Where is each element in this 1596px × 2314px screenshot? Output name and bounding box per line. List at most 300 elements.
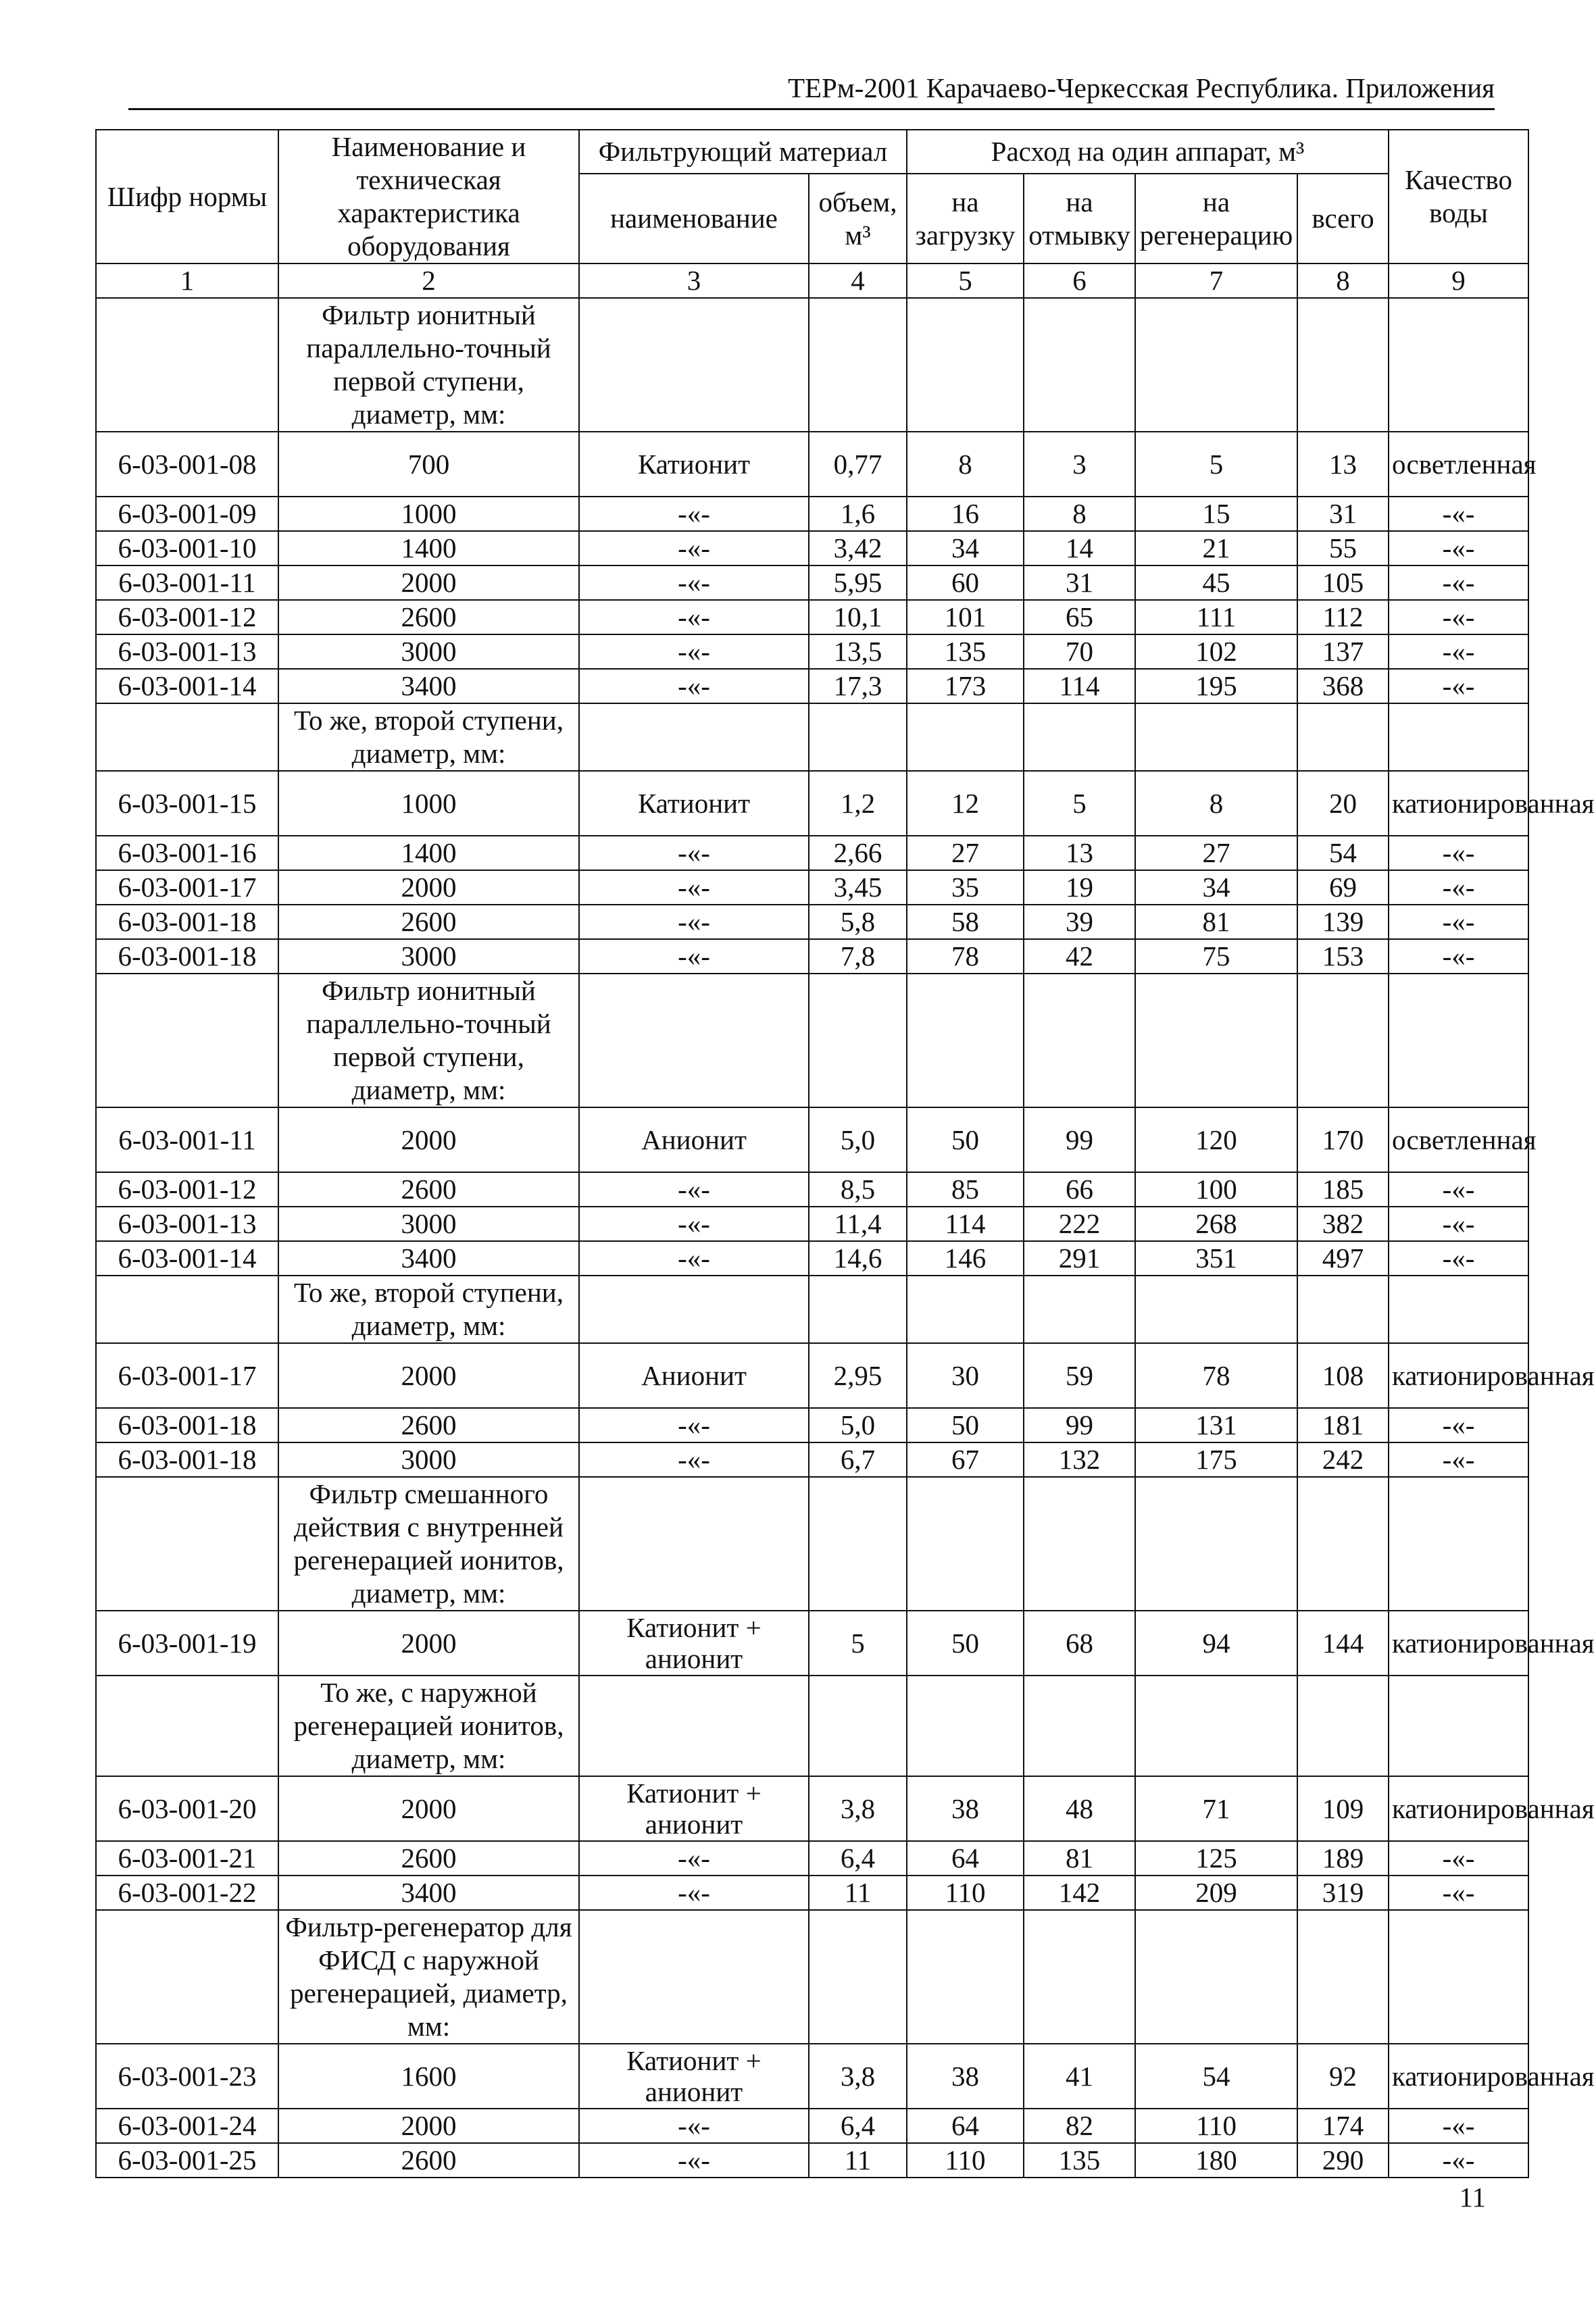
col-header-total: всего — [1297, 174, 1389, 263]
table-row — [96, 905, 1528, 939]
empty-cell — [1135, 974, 1297, 1107]
row-volume: 3,45 — [809, 870, 907, 905]
row-wash: 70 — [1024, 634, 1135, 669]
empty-cell — [96, 298, 278, 432]
table-row — [96, 669, 1528, 703]
row-diameter: 2000 — [278, 1611, 579, 1676]
row-material: -«- — [579, 2143, 809, 2178]
row-quality: катионированная — [1389, 2044, 1528, 2109]
col-header-volume: объем, м³ — [809, 174, 907, 263]
row-material: -«- — [579, 1207, 809, 1241]
header-title: ТЕРм-2001 Карачаево-Черкесская Республика. Приложения — [787, 72, 1495, 103]
row-diameter: 2000 — [278, 2109, 579, 2143]
row-diameter: 2600 — [278, 600, 579, 634]
row-wash: 99 — [1024, 1107, 1135, 1172]
empty-cell — [809, 1276, 907, 1343]
table-row — [96, 432, 1528, 497]
row-diameter: 2000 — [278, 1107, 579, 1172]
row-code: 6-03-001-21 — [96, 1841, 278, 1876]
column-number: 6 — [1024, 263, 1135, 298]
row-load: 38 — [907, 2044, 1024, 2109]
row-regen: 209 — [1135, 1876, 1297, 1910]
row-wash: 31 — [1024, 565, 1135, 600]
table-section-row — [96, 703, 1528, 771]
row-material: -«- — [579, 600, 809, 634]
row-material: Анионит — [579, 1107, 809, 1172]
row-volume: 17,3 — [809, 669, 907, 703]
col-header-code: Шифр нормы — [96, 130, 278, 263]
row-diameter: 3400 — [278, 1241, 579, 1276]
row-total: 108 — [1297, 1343, 1389, 1408]
row-code: 6-03-001-18 — [96, 939, 278, 974]
row-total: 185 — [1297, 1172, 1389, 1207]
row-load: 67 — [907, 1442, 1024, 1477]
row-volume: 8,5 — [809, 1172, 907, 1207]
table-row — [96, 1611, 1528, 1676]
empty-cell — [1024, 703, 1135, 771]
row-wash: 41 — [1024, 2044, 1135, 2109]
row-regen: 100 — [1135, 1172, 1297, 1207]
row-wash: 142 — [1024, 1876, 1135, 1910]
row-regen: 71 — [1135, 1776, 1297, 1841]
row-volume: 11 — [809, 2143, 907, 2178]
row-code: 6-03-001-16 — [96, 836, 278, 870]
row-diameter: 1400 — [278, 531, 579, 565]
row-code: 6-03-001-11 — [96, 565, 278, 600]
row-material: -«- — [579, 836, 809, 870]
row-code: 6-03-001-08 — [96, 432, 278, 497]
row-quality: -«- — [1389, 870, 1528, 905]
row-diameter: 2600 — [278, 905, 579, 939]
row-code: 6-03-001-15 — [96, 771, 278, 836]
table-body — [96, 298, 1595, 2178]
row-diameter: 2600 — [278, 2143, 579, 2178]
row-material: Катионит + анионит — [579, 2044, 809, 2109]
row-load: 110 — [907, 2143, 1024, 2178]
empty-cell — [1135, 1676, 1297, 1776]
row-volume: 1,6 — [809, 497, 907, 531]
page-header — [128, 68, 1495, 110]
row-material: Катионит — [579, 771, 809, 836]
row-load: 78 — [907, 939, 1024, 974]
row-wash: 14 — [1024, 531, 1135, 565]
row-load: 101 — [907, 600, 1024, 634]
row-load: 146 — [907, 1241, 1024, 1276]
row-quality: -«- — [1389, 905, 1528, 939]
empty-cell — [809, 703, 907, 771]
row-total: 174 — [1297, 2109, 1389, 2143]
row-total: 170 — [1297, 1107, 1389, 1172]
table-row — [96, 1408, 1528, 1442]
col-header-load: на загрузку — [907, 174, 1024, 263]
row-regen: 175 — [1135, 1442, 1297, 1477]
row-regen: 78 — [1135, 1343, 1297, 1408]
row-material: Катионит + анионит — [579, 1776, 809, 1841]
row-load: 34 — [907, 531, 1024, 565]
row-quality: осветленная — [1389, 1107, 1528, 1172]
empty-cell — [1135, 298, 1297, 432]
section-title: Фильтр-регенератор для ФИСД с наружной регенерацией, диаметр, мм: — [278, 1910, 579, 2044]
row-volume: 11,4 — [809, 1207, 907, 1241]
section-title: То же, второй ступени, диаметр, мм: — [278, 1276, 579, 1343]
table-row — [96, 2044, 1528, 2109]
row-wash: 13 — [1024, 836, 1135, 870]
row-wash: 59 — [1024, 1343, 1135, 1408]
table-row — [96, 1172, 1528, 1207]
row-regen: 125 — [1135, 1841, 1297, 1876]
row-quality: осветленная — [1389, 432, 1528, 497]
table-row — [96, 1207, 1528, 1241]
row-wash: 48 — [1024, 1776, 1135, 1841]
row-total: 69 — [1297, 870, 1389, 905]
row-material: -«- — [579, 565, 809, 600]
row-material: -«- — [579, 939, 809, 974]
table-row — [96, 600, 1528, 634]
row-quality: -«- — [1389, 939, 1528, 974]
row-wash: 8 — [1024, 497, 1135, 531]
row-total: 109 — [1297, 1776, 1389, 1841]
row-wash: 114 — [1024, 669, 1135, 703]
row-regen: 180 — [1135, 2143, 1297, 2178]
row-volume: 5 — [809, 1611, 907, 1676]
row-wash: 66 — [1024, 1172, 1135, 1207]
row-material: Катионит — [579, 432, 809, 497]
row-quality: -«- — [1389, 669, 1528, 703]
row-code: 6-03-001-25 — [96, 2143, 278, 2178]
table-section-row — [96, 974, 1528, 1107]
row-code: 6-03-001-19 — [96, 1611, 278, 1676]
empty-cell — [579, 1676, 809, 1776]
row-load: 114 — [907, 1207, 1024, 1241]
empty-cell — [96, 1276, 278, 1343]
row-code: 6-03-001-12 — [96, 600, 278, 634]
row-total: 189 — [1297, 1841, 1389, 1876]
row-volume: 7,8 — [809, 939, 907, 974]
row-code: 6-03-001-17 — [96, 870, 278, 905]
row-wash: 135 — [1024, 2143, 1135, 2178]
row-material: -«- — [579, 497, 809, 531]
row-volume: 5,8 — [809, 905, 907, 939]
column-number: 9 — [1389, 263, 1528, 298]
row-regen: 54 — [1135, 2044, 1297, 2109]
column-number-row — [96, 263, 1528, 298]
row-diameter: 2000 — [278, 1776, 579, 1841]
row-material: -«- — [579, 1172, 809, 1207]
row-code: 6-03-001-13 — [96, 634, 278, 669]
empty-cell — [579, 1276, 809, 1343]
row-wash: 3 — [1024, 432, 1135, 497]
row-volume: 5,0 — [809, 1408, 907, 1442]
row-code: 6-03-001-23 — [96, 2044, 278, 2109]
row-quality: -«- — [1389, 2143, 1528, 2178]
table-row — [96, 1241, 1528, 1276]
section-title: Фильтр ионитный параллельно-точный первой ступени, диаметр, мм: — [278, 298, 579, 432]
section-title: Фильтр ионитный параллельно-точный первой ступени, диаметр, мм: — [278, 974, 579, 1107]
row-code: 6-03-001-18 — [96, 1408, 278, 1442]
col-header-quality: Качество воды — [1389, 130, 1528, 263]
row-load: 35 — [907, 870, 1024, 905]
row-total: 382 — [1297, 1207, 1389, 1241]
empty-cell — [1024, 974, 1135, 1107]
row-diameter: 1000 — [278, 497, 579, 531]
empty-cell — [1389, 1276, 1528, 1343]
row-material: Катионит + анионит — [579, 1611, 809, 1676]
section-title: То же, второй ступени, диаметр, мм: — [278, 703, 579, 771]
empty-cell — [907, 1477, 1024, 1611]
row-load: 8 — [907, 432, 1024, 497]
row-diameter: 2600 — [278, 1841, 579, 1876]
row-regen: 351 — [1135, 1241, 1297, 1276]
row-regen: 110 — [1135, 2109, 1297, 2143]
row-wash: 82 — [1024, 2109, 1135, 2143]
row-quality: -«- — [1389, 531, 1528, 565]
empty-cell — [96, 974, 278, 1107]
empty-cell — [1135, 703, 1297, 771]
empty-cell — [1024, 1676, 1135, 1776]
row-total: 137 — [1297, 634, 1389, 669]
empty-cell — [907, 1910, 1024, 2044]
row-load: 50 — [907, 1611, 1024, 1676]
empty-cell — [1389, 298, 1528, 432]
empty-cell — [809, 1477, 907, 1611]
row-load: 64 — [907, 2109, 1024, 2143]
row-material: Анионит — [579, 1343, 809, 1408]
table-section-row — [96, 1276, 1528, 1343]
table-row — [96, 531, 1528, 565]
row-total: 105 — [1297, 565, 1389, 600]
empty-cell — [1024, 298, 1135, 432]
row-diameter: 2000 — [278, 870, 579, 905]
row-code: 6-03-001-13 — [96, 1207, 278, 1241]
row-wash: 5 — [1024, 771, 1135, 836]
row-regen: 131 — [1135, 1408, 1297, 1442]
column-number: 2 — [278, 263, 579, 298]
row-load: 110 — [907, 1876, 1024, 1910]
row-quality: катионированная — [1389, 1776, 1528, 1841]
row-total: 112 — [1297, 600, 1389, 634]
empty-cell — [1389, 1676, 1528, 1776]
row-total: 54 — [1297, 836, 1389, 870]
empty-cell — [96, 703, 278, 771]
empty-cell — [1297, 1676, 1389, 1776]
row-diameter: 3000 — [278, 1442, 579, 1477]
row-quality: -«- — [1389, 1442, 1528, 1477]
row-load: 58 — [907, 905, 1024, 939]
row-regen: 268 — [1135, 1207, 1297, 1241]
row-total: 497 — [1297, 1241, 1389, 1276]
row-volume: 3,8 — [809, 1776, 907, 1841]
table-row — [96, 870, 1528, 905]
row-regen: 8 — [1135, 771, 1297, 836]
empty-cell — [1389, 1477, 1528, 1611]
row-volume: 2,66 — [809, 836, 907, 870]
row-code: 6-03-001-17 — [96, 1343, 278, 1408]
row-regen: 45 — [1135, 565, 1297, 600]
row-load: 85 — [907, 1172, 1024, 1207]
row-diameter: 2600 — [278, 1172, 579, 1207]
row-diameter: 1000 — [278, 771, 579, 836]
row-volume: 2,95 — [809, 1343, 907, 1408]
empty-cell — [1135, 1477, 1297, 1611]
row-load: 50 — [907, 1408, 1024, 1442]
row-volume: 14,6 — [809, 1241, 907, 1276]
empty-cell — [1024, 1276, 1135, 1343]
empty-cell — [1297, 703, 1389, 771]
row-total: 20 — [1297, 771, 1389, 836]
section-title: То же, с наружной регенерацией ионитов, диаметр, мм: — [278, 1676, 579, 1776]
column-number: 7 — [1135, 263, 1297, 298]
row-wash: 68 — [1024, 1611, 1135, 1676]
row-diameter: 2000 — [278, 565, 579, 600]
empty-cell — [1024, 1477, 1135, 1611]
table-row — [96, 634, 1528, 669]
row-load: 12 — [907, 771, 1024, 836]
row-code: 6-03-001-22 — [96, 1876, 278, 1910]
empty-cell — [1297, 1910, 1389, 2044]
empty-cell — [579, 298, 809, 432]
row-total: 290 — [1297, 2143, 1389, 2178]
row-load: 50 — [907, 1107, 1024, 1172]
page-number: 11 — [1459, 2182, 1486, 2213]
row-quality: -«- — [1389, 565, 1528, 600]
row-material: -«- — [579, 634, 809, 669]
row-regen: 5 — [1135, 432, 1297, 497]
row-quality: -«- — [1389, 634, 1528, 669]
row-load: 60 — [907, 565, 1024, 600]
row-regen: 75 — [1135, 939, 1297, 974]
row-wash: 65 — [1024, 600, 1135, 634]
row-code: 6-03-001-14 — [96, 1241, 278, 1276]
row-regen: 15 — [1135, 497, 1297, 531]
row-wash: 81 — [1024, 1841, 1135, 1876]
row-material: -«- — [579, 1841, 809, 1876]
col-group-consumption: Расход на один аппарат, м³ — [907, 130, 1389, 174]
column-number: 1 — [96, 263, 278, 298]
empty-cell — [1297, 974, 1389, 1107]
empty-cell — [907, 1676, 1024, 1776]
table-row — [96, 1107, 1528, 1172]
row-quality: -«- — [1389, 1408, 1528, 1442]
row-regen: 81 — [1135, 905, 1297, 939]
column-number: 8 — [1297, 263, 1389, 298]
row-load: 16 — [907, 497, 1024, 531]
empty-cell — [809, 1910, 907, 2044]
row-code: 6-03-001-20 — [96, 1776, 278, 1841]
row-load: 64 — [907, 1841, 1024, 1876]
row-volume: 10,1 — [809, 600, 907, 634]
row-material: -«- — [579, 1241, 809, 1276]
row-quality: катионированная — [1389, 771, 1528, 836]
empty-cell — [579, 974, 809, 1107]
table-row — [96, 1841, 1528, 1876]
row-wash: 19 — [1024, 870, 1135, 905]
row-material: -«- — [579, 1408, 809, 1442]
row-code: 6-03-001-12 — [96, 1172, 278, 1207]
table-row — [96, 771, 1528, 836]
row-diameter: 2000 — [278, 1343, 579, 1408]
row-volume: 1,2 — [809, 771, 907, 836]
row-regen: 111 — [1135, 600, 1297, 634]
row-code: 6-03-001-11 — [96, 1107, 278, 1172]
empty-cell — [809, 298, 907, 432]
row-material: -«- — [579, 870, 809, 905]
row-volume: 5,95 — [809, 565, 907, 600]
col-header-name: Наименование и техническая характеристика оборудования — [278, 130, 579, 263]
row-total: 139 — [1297, 905, 1389, 939]
empty-cell — [96, 1477, 278, 1611]
row-material: -«- — [579, 1442, 809, 1477]
row-code: 6-03-001-14 — [96, 669, 278, 703]
row-volume: 6,4 — [809, 2109, 907, 2143]
empty-cell — [1297, 1477, 1389, 1611]
row-code: 6-03-001-24 — [96, 2109, 278, 2143]
row-load: 38 — [907, 1776, 1024, 1841]
row-quality: -«- — [1389, 1241, 1528, 1276]
row-diameter: 2600 — [278, 1408, 579, 1442]
row-quality: -«- — [1389, 2109, 1528, 2143]
row-quality: -«- — [1389, 1841, 1528, 1876]
row-total: 153 — [1297, 939, 1389, 974]
empty-cell — [907, 703, 1024, 771]
row-code: 6-03-001-10 — [96, 531, 278, 565]
table-section-row — [96, 1676, 1528, 1776]
empty-cell — [907, 974, 1024, 1107]
empty-cell — [1389, 703, 1528, 771]
row-volume: 13,5 — [809, 634, 907, 669]
row-material: -«- — [579, 669, 809, 703]
table-section-row — [96, 298, 1528, 432]
row-wash: 291 — [1024, 1241, 1135, 1276]
table-row — [96, 1343, 1528, 1408]
column-number: 3 — [579, 263, 809, 298]
table-row — [96, 1776, 1528, 1841]
row-diameter: 3000 — [278, 634, 579, 669]
row-quality: -«- — [1389, 1876, 1528, 1910]
row-regen: 195 — [1135, 669, 1297, 703]
row-quality: -«- — [1389, 497, 1528, 531]
row-volume: 6,4 — [809, 1841, 907, 1876]
row-volume: 6,7 — [809, 1442, 907, 1477]
empty-cell — [1389, 1910, 1528, 2044]
table-row — [96, 836, 1528, 870]
column-number: 4 — [809, 263, 907, 298]
empty-cell — [579, 1477, 809, 1611]
empty-cell — [96, 1676, 278, 1776]
empty-cell — [907, 298, 1024, 432]
row-code: 6-03-001-18 — [96, 905, 278, 939]
row-load: 173 — [907, 669, 1024, 703]
col-header-regen: на регенерацию — [1135, 174, 1297, 263]
row-load: 30 — [907, 1343, 1024, 1408]
row-volume: 3,42 — [809, 531, 907, 565]
row-quality: -«- — [1389, 600, 1528, 634]
row-regen: 120 — [1135, 1107, 1297, 1172]
column-number: 5 — [907, 263, 1024, 298]
col-group-material: Фильтрующий материал — [579, 130, 907, 174]
row-material: -«- — [579, 531, 809, 565]
row-diameter: 3000 — [278, 1207, 579, 1241]
table-section-row — [96, 1477, 1528, 1611]
row-regen: 34 — [1135, 870, 1297, 905]
row-quality: катионированная — [1389, 1611, 1528, 1676]
row-diameter: 3000 — [278, 939, 579, 974]
row-diameter: 1400 — [278, 836, 579, 870]
table-row — [96, 939, 1528, 974]
row-regen: 94 — [1135, 1611, 1297, 1676]
row-total: 319 — [1297, 1876, 1389, 1910]
empty-cell — [1389, 974, 1528, 1107]
row-quality: катионированная — [1389, 1343, 1528, 1408]
